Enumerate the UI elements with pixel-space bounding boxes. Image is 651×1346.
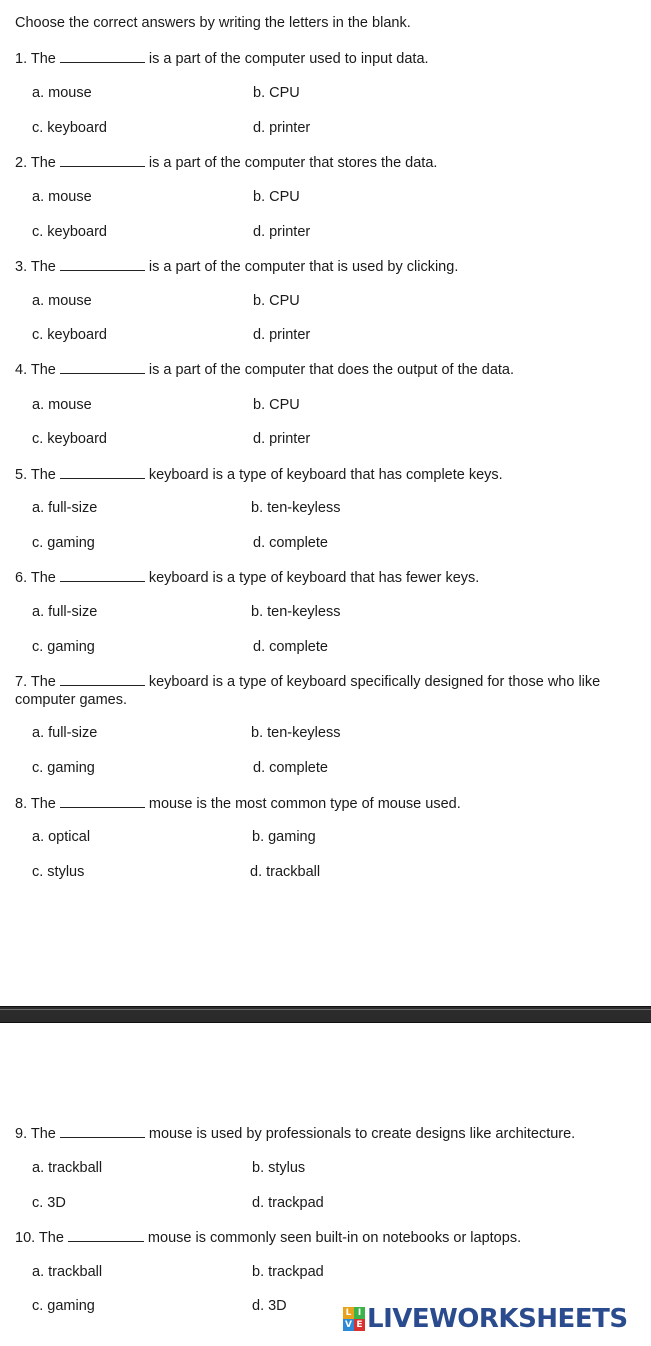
question-9 — [15, 1124, 575, 1143]
question-6 — [15, 568, 479, 587]
option-7d: d. complete — [253, 760, 328, 776]
option-3c: c. keyboard — [32, 327, 107, 343]
option-9d: d. trackpad — [252, 1195, 324, 1211]
option-10a: a. trackball — [32, 1264, 103, 1280]
question-number: 9. The — [15, 1126, 56, 1142]
option-2c: c. keyboard — [32, 224, 107, 240]
question-number: 4. The — [15, 362, 56, 378]
option-1c: c. keyboard — [32, 120, 107, 136]
option-7a: a. full-size — [32, 725, 98, 741]
question-text: is a part of the computer used to input data. — [148, 51, 429, 67]
logo-mark-v: V — [343, 1319, 354, 1331]
option-6d: d. complete — [253, 639, 328, 655]
question-text: keyboard is a type of keyboard that has fewer keys. — [148, 570, 480, 586]
liveworksheets-logo — [343, 1305, 628, 1333]
question-text: mouse is commonly seen built-in on notebooks or laptops. — [147, 1230, 522, 1246]
question-2 — [15, 153, 437, 172]
answer-blank-8[interactable] — [60, 794, 145, 808]
question-3 — [15, 257, 458, 276]
question-number: 7. The — [15, 674, 56, 690]
logo-text: LIVEWORKSHEETS — [367, 1304, 628, 1334]
option-9a: a. trackball — [32, 1160, 103, 1176]
answer-blank-6[interactable] — [60, 568, 145, 582]
option-4c: c. keyboard — [32, 431, 107, 447]
option-10d: d. 3D — [252, 1298, 287, 1314]
option-4d: d. printer — [253, 431, 311, 447]
question-8 — [15, 794, 461, 813]
question-number: 8. The — [15, 796, 56, 812]
question-number: 5. The — [15, 467, 56, 483]
option-10c: c. gaming — [32, 1298, 95, 1314]
answer-blank-2[interactable] — [60, 153, 145, 167]
answer-blank-10[interactable] — [68, 1228, 144, 1242]
answer-blank-1[interactable] — [60, 49, 145, 63]
question-text: is a part of the computer that stores the data. — [148, 155, 438, 171]
logo-mark-e: E — [354, 1319, 365, 1331]
option-6a: a. full-size — [32, 604, 98, 620]
option-10b: b. trackpad — [252, 1264, 324, 1280]
option-3a: a. mouse — [32, 293, 92, 309]
question-4 — [15, 360, 514, 379]
option-1d: d. printer — [253, 120, 311, 136]
page-divider — [0, 1006, 651, 1023]
option-8b: b. gaming — [252, 829, 316, 845]
question-number: 10. The — [15, 1230, 64, 1246]
logo-mark-i: I — [354, 1307, 365, 1319]
question-text: keyboard is a type of keyboard specifically designed for those who like computer games. — [15, 674, 601, 708]
question-number: 6. The — [15, 570, 56, 586]
question-text: mouse is the most common type of mouse used. — [148, 796, 461, 812]
question-5 — [15, 465, 503, 484]
option-9b: b. stylus — [252, 1160, 306, 1176]
instructions: Choose the correct answers by writing the letters in the blank. — [15, 15, 411, 31]
question-text: keyboard is a type of keyboard that has complete keys. — [148, 467, 503, 483]
option-8a: a. optical — [32, 829, 91, 845]
option-5b: b. ten-keyless — [251, 500, 341, 516]
option-9c: c. 3D — [32, 1195, 66, 1211]
answer-blank-4[interactable] — [60, 360, 145, 374]
option-7c: c. gaming — [32, 760, 95, 776]
question-number: 1. The — [15, 51, 56, 67]
question-10 — [15, 1228, 521, 1247]
answer-blank-3[interactable] — [60, 257, 145, 271]
option-5a: a. full-size — [32, 500, 98, 516]
question-1 — [15, 49, 429, 68]
liveworksheets-mark-icon — [343, 1307, 365, 1331]
question-text: mouse is used by professionals to create designs like architecture. — [148, 1126, 576, 1142]
answer-blank-5[interactable] — [60, 465, 145, 479]
option-4a: a. mouse — [32, 397, 92, 413]
option-4b: b. CPU — [253, 397, 300, 413]
option-7b: b. ten-keyless — [251, 725, 341, 741]
option-6b: b. ten-keyless — [251, 604, 341, 620]
question-7 — [15, 672, 640, 709]
option-2a: a. mouse — [32, 189, 92, 205]
answer-blank-7[interactable] — [60, 672, 145, 686]
option-1a: a. mouse — [32, 85, 92, 101]
option-5d: d. complete — [253, 535, 328, 551]
question-text: is a part of the computer that is used by clicking. — [148, 259, 459, 275]
option-8c: c. stylus — [32, 864, 85, 880]
option-2d: d. printer — [253, 224, 311, 240]
question-number: 3. The — [15, 259, 56, 275]
option-3d: d. printer — [253, 327, 311, 343]
option-5c: c. gaming — [32, 535, 95, 551]
option-2b: b. CPU — [253, 189, 300, 205]
option-8d: d. trackball — [250, 864, 321, 880]
answer-blank-9[interactable] — [60, 1124, 145, 1138]
question-number: 2. The — [15, 155, 56, 171]
logo-mark-l: L — [343, 1307, 354, 1319]
question-text: is a part of the computer that does the output of the data. — [148, 362, 515, 378]
option-1b: b. CPU — [253, 85, 300, 101]
option-6c: c. gaming — [32, 639, 95, 655]
option-3b: b. CPU — [253, 293, 300, 309]
